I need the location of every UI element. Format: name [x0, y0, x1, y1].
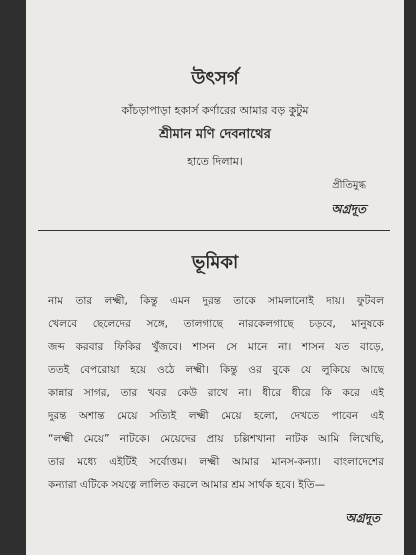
preface-signature: অগ্রদূত — [345, 511, 380, 525]
preface-line: জব্দ করবার ফিকির খুঁজবে। শাসন সে মানে না। শাসন যত বাড়ে, — [48, 341, 384, 353]
dedication-line: কাঁচড়াপাড়া হকার্স কর্ণারের আমার বড় কুটুম — [121, 104, 309, 117]
dedication-signature — [331, 178, 366, 221]
faint-page-header — [221, 18, 261, 28]
preface-body — [48, 290, 384, 497]
book-page — [26, 0, 404, 555]
dedication-closing-line: হাতে দিলাম। — [187, 155, 243, 168]
author-signature: অগ্রদূত — [331, 202, 366, 216]
preface-heading: ভূমিকা — [191, 252, 239, 273]
preface-line: নাম তার লক্ষ্মী, কিন্তু এমন দুরন্ত তাকে সামলানোই দায়। ফুটবল — [48, 295, 384, 307]
section-divider — [38, 230, 390, 231]
preface-line: “লক্ষ্মী মেয়ে” নাটকে। মেয়েদের প্রায় চল্লিশখানা নাটক আমি লিখেছি, — [48, 433, 384, 445]
preface-line: খেলবে ছেলেদের সঙ্গে, তালগাছে নারকেলগাছে চড়বে, মানুষকে — [48, 318, 384, 330]
preface-line: ততই বেপরোয়া হয়ে ওঠে লক্ষ্মী। কিন্তু ওর বুকে যে লুকিয়ে আছে — [48, 364, 384, 376]
preface-line: দুরন্ত অশান্ত মেয়ে সত্যিই লক্ষ্মী মেয়ে হলো, দেখতে পাবেন এই — [48, 410, 384, 422]
dedicatee-name: শ্রীমান মণি দেবনাথের — [159, 127, 271, 142]
preface-line: কান্নার সাগর, তার খবর কেউ রাখে না। ধীরে ধীরে কি করে এই — [48, 387, 384, 399]
closing-label: প্রীতিমুগ্ধ — [332, 180, 366, 191]
dedication-heading: উৎসর্গ — [191, 68, 239, 89]
preface-line: কন্যারা এটিকে সযত্নে লালিত করলে আমার শ্রম সার্থক হবে। ইতি— — [48, 479, 326, 491]
preface-line: তার মধ্যে এইটিই সর্বোত্তম। লক্ষ্মী আমার মানস-কন্যা। বাংলাদেশের — [48, 456, 384, 468]
